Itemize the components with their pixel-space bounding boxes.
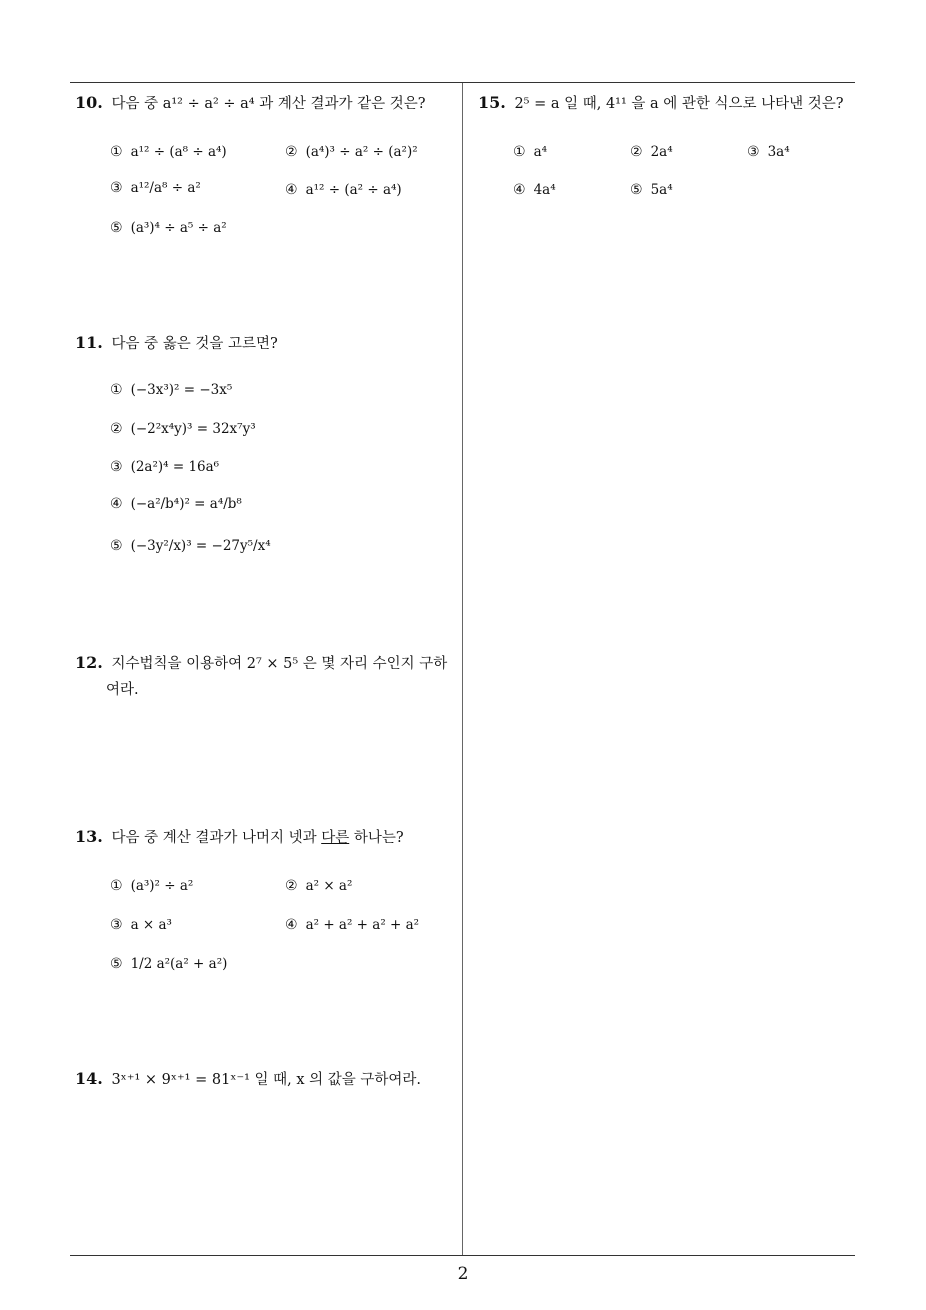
page-number: 2 — [457, 1264, 469, 1284]
question-stem: 다음 중 계산 결과가 나머지 넷과 다른 하나는? — [111, 830, 404, 846]
option-4[interactable]: ④ a¹² ÷ (a² ÷ a⁴) — [285, 182, 402, 198]
option-5[interactable]: ⑤ 5a⁴ — [630, 182, 673, 198]
question-stem: 3ˣ⁺¹ × 9ˣ⁺¹ = 81ˣ⁻¹ 일 때, x 의 값을 구하여라. — [111, 1072, 422, 1088]
option-4[interactable]: ④ (−a²/b⁴)² = a⁴/b⁸ — [110, 496, 242, 512]
bottom-rule — [70, 1255, 855, 1256]
question-stem: 다음 중 a¹² ÷ a² ÷ a⁴ 과 계산 결과가 같은 것은? — [111, 96, 426, 112]
question-number: 11. — [75, 333, 103, 352]
question-14 — [75, 1066, 421, 1093]
option-5[interactable]: ⑤ (−3y²/x)³ = −27y⁵/x⁴ — [110, 538, 271, 554]
question-number: 12. — [75, 653, 103, 672]
option-3[interactable]: ③ a × a³ — [110, 917, 172, 933]
question-11 — [75, 330, 278, 357]
option-1[interactable]: ① a⁴ — [513, 144, 548, 160]
option-1[interactable]: ① (−3x³)² = −3x⁵ — [110, 382, 233, 398]
underlined-word: 다른 — [321, 830, 350, 846]
option-2[interactable]: ② 2a⁴ — [630, 144, 673, 160]
option-5[interactable]: ⑤ 1/2 a²(a² + a²) — [110, 956, 228, 972]
question-stem-line1: 지수법칙을 이용하여 2⁷ × 5⁵ 은 몇 자리 수인지 구하 — [111, 656, 448, 672]
question-stem: 2⁵ = a 일 때, 4¹¹ 을 a 에 관한 식으로 나타낸 것은? — [514, 96, 844, 112]
option-2[interactable]: ② a² × a² — [285, 878, 353, 894]
question-number: 10. — [75, 93, 103, 112]
option-2[interactable]: ② (a⁴)³ ÷ a² ÷ (a²)² — [285, 144, 418, 160]
option-3[interactable]: ③ a¹²/a⁸ ÷ a² — [110, 180, 201, 196]
question-number: 14. — [75, 1069, 103, 1088]
question-stem: 다음 중 옳은 것을 고르면? — [111, 336, 278, 352]
question-number: 15. — [478, 93, 506, 112]
column-divider — [462, 83, 463, 1255]
option-3[interactable]: ③ (2a²)⁴ = 16a⁶ — [110, 459, 220, 475]
option-4[interactable]: ④ 4a⁴ — [513, 182, 556, 198]
question-number: 13. — [75, 827, 103, 846]
option-2[interactable]: ② (−2²x⁴y)³ = 32x⁷y³ — [110, 421, 256, 437]
option-1[interactable]: ① (a³)² ÷ a² — [110, 878, 194, 894]
option-1[interactable]: ① a¹² ÷ (a⁸ ÷ a⁴) — [110, 144, 227, 160]
option-4[interactable]: ④ a² + a² + a² + a² — [285, 917, 420, 933]
question-12 — [75, 650, 460, 703]
question-15 — [478, 90, 844, 117]
option-5[interactable]: ⑤ (a³)⁴ ÷ a⁵ ÷ a² — [110, 220, 227, 236]
question-10 — [75, 90, 426, 117]
question-13 — [75, 824, 404, 851]
question-stem-line2: 여라. — [106, 682, 139, 698]
option-3[interactable]: ③ 3a⁴ — [747, 144, 790, 160]
